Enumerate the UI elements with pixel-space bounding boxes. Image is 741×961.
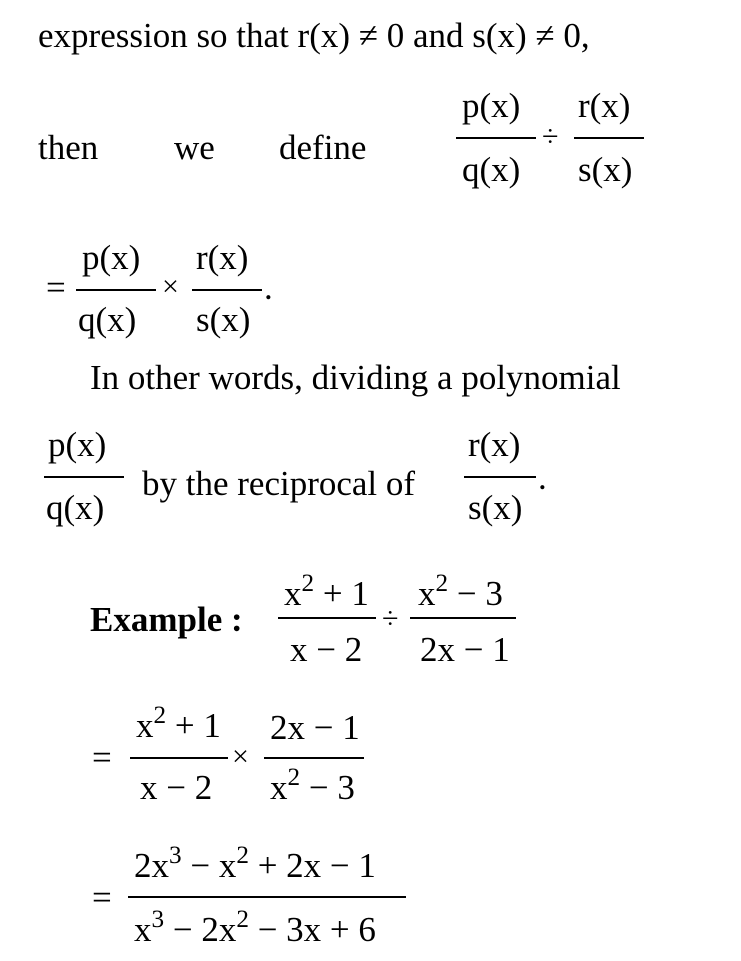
fraction-denominator: q(x) [462,150,521,189]
text-by-the-reciprocal-of: by the reciprocal of [142,464,416,503]
fraction-numerator: p(x) [82,238,141,277]
fraction-numerator: p(x) [48,425,107,464]
fraction-numerator: r(x) [196,238,249,277]
divide-operator: ÷ [382,602,399,635]
fraction-bar [76,289,156,291]
equals-sign: = [46,268,66,307]
text-line-1: expression so that r(x) ≠ 0 and s(x) ≠ 0, [38,16,590,55]
fraction-denominator: $x^3 - 2x^2 - 3x + 6$ [134,906,376,949]
fraction-bar [464,476,536,478]
equals-sign: = [92,738,112,777]
fraction-numerator: $x^2 - 3$ [418,570,503,613]
fraction-bar [44,476,124,478]
fraction-denominator: s(x) [196,300,251,339]
fraction-bar [410,617,516,619]
fraction-bar [128,896,406,898]
divide-operator: ÷ [542,120,559,153]
fraction-bar [278,617,376,619]
times-operator: × [232,740,249,773]
word-then: then [38,128,99,167]
fraction-denominator: x − 2 [140,768,213,807]
word-define: define [279,128,367,167]
period: . [264,268,273,307]
times-operator: × [162,270,179,303]
fraction-denominator: q(x) [78,300,137,339]
fraction-bar [456,137,536,139]
fraction-denominator: q(x) [46,488,105,527]
fraction-numerator: r(x) [468,425,521,464]
word-we: we [174,128,215,167]
fraction-denominator: s(x) [578,150,633,189]
fraction-bar [192,289,262,291]
fraction-bar [130,757,228,759]
fraction-denominator: $x^2 - 3$ [270,764,355,807]
fraction-denominator: x − 2 [290,630,363,669]
fraction-numerator: 2x − 1 [270,708,360,747]
fraction-bar [574,137,644,139]
fraction-numerator: $x^2 + 1$ [136,702,221,745]
fraction-denominator: s(x) [468,488,523,527]
fraction-numerator: $x^2 + 1$ [284,570,369,613]
fraction-numerator: p(x) [462,86,521,125]
fraction-bar [264,757,364,759]
fraction-denominator: 2x − 1 [420,630,510,669]
period: . [538,458,547,497]
fraction-numerator: r(x) [578,86,631,125]
fraction-numerator: $2x^3 - x^2 + 2x - 1$ [134,842,376,885]
text-in-other-words: In other words, dividing a polynomial [90,358,621,397]
example-label: Example : [90,600,243,639]
equals-sign: = [92,878,112,917]
